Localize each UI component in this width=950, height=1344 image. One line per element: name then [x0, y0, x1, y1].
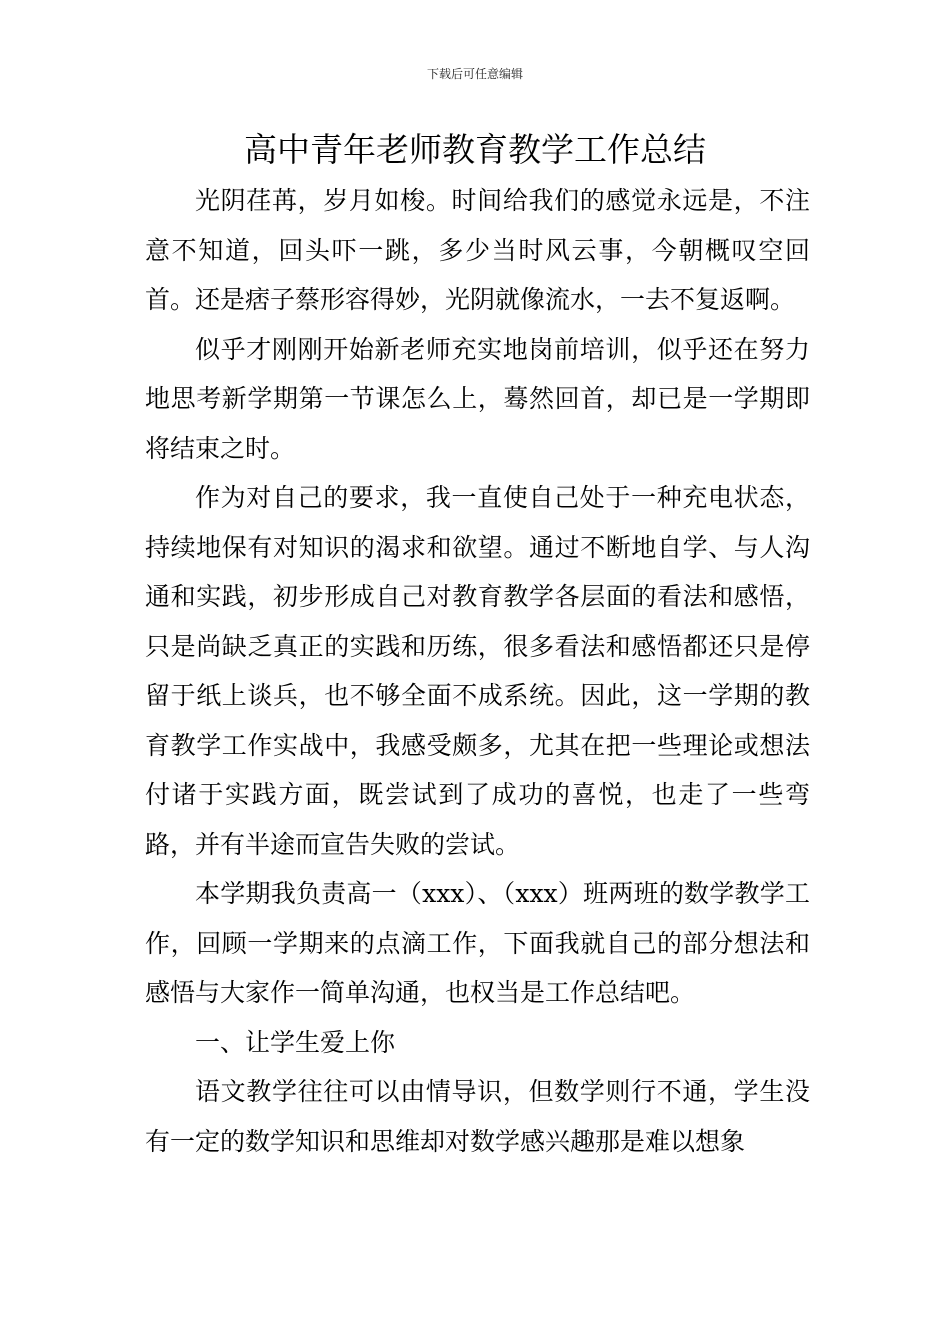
header-note: 下载后可任意编辑 [426, 67, 523, 81]
paragraph-4: 本学期我负责高一（xxx）、（xxx）班两班的数学教学工作，回顾一学期来的点滴工作，下面我就自己的部分想法和感悟与大家作一简单沟通，也权当是工作总结吧。 [145, 879, 810, 1007]
document-title: 高中青年老师教育教学工作总结 [244, 130, 706, 169]
paragraph-5: 语文教学往往可以由情导识，但数学则行不通，学生没有一定的数学知识和思维却对数学感兴趣那是难以想象 [145, 1077, 810, 1156]
section-heading-1: 一、让学生爱上你 [195, 1027, 396, 1057]
document-body [145, 176, 810, 1166]
paragraph-3: 作为对自己的要求，我一直使自己处于一种充电状态，持续地保有对知识的渴求和欲望。通过不断地自学、与人沟通和实践，初步形成自己对教育教学各层面的看法和感悟，只是尚缺乏真正的实践和历练，很多看法和感悟都还只是停留于纸上谈兵，也不够全面不成系统。因此，这一学期的教育教学工作实战中，我感受颇多，尤其在把一些理论或想法付诸于实践方面，既尝试到了成功的喜悦，也走了一些弯路，并有半途而宣告失败的尝试。 [145, 483, 810, 859]
paragraph-1: 光阴荏苒，岁月如梭。时间给我们的感觉永远是，不注意不知道，回头吓一跳，多少当时风云事，今朝概叹空回首。还是痞子蔡形容得妙，光阴就像流水，一去不复返啊。 [145, 186, 810, 314]
paragraph-2: 似乎才刚刚开始新老师充实地岗前培训，似乎还在努力地思考新学期第一节课怎么上，蓦然回首，却已是一学期即将结束之时。 [145, 334, 810, 463]
